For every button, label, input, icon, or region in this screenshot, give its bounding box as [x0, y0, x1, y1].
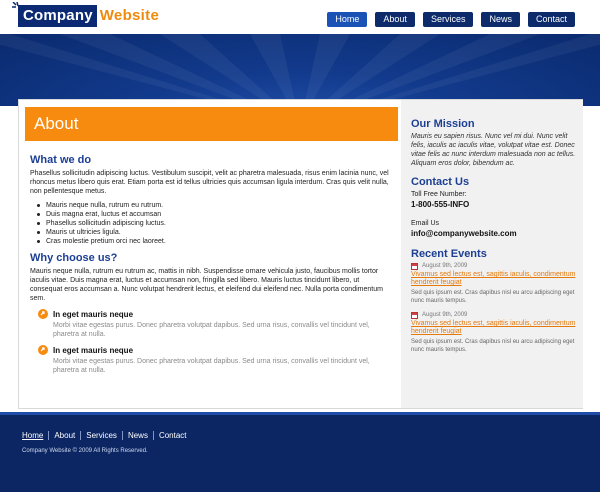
list-item: Cras molestie pretium orci nec laoreet.	[46, 237, 392, 246]
copyright-text: Company Website © 2009 All Rights Reserved.	[22, 448, 148, 454]
event-date: August 9th, 2009	[422, 263, 468, 269]
footer-link-news[interactable]: News	[122, 431, 153, 440]
banner-rays	[0, 34, 600, 106]
feature-item	[38, 345, 392, 375]
logo-mark-icon	[12, 2, 22, 12]
bullet-list	[46, 201, 392, 246]
toll-free-label: Toll Free Number:	[411, 191, 467, 198]
list-item: Mauris ut ultricies ligula.	[46, 228, 392, 237]
nav-home[interactable]: Home	[327, 12, 367, 27]
footer-nav	[22, 431, 192, 440]
why-choose-us-text: Mauris neque nulla, rutrum eu rutrum ac, mattis in nibh. Suspendisse ornare vehicula justo, faucibus mollis tortor iaculis vitae. Duis magna erat, luctus et accumsan non, fringilla sed libero. Mauris luctus tincidunt libero, ut consequat eros accumsan a. Nunc volutpat hendrerit lectus, et eleifend dui eleifend nec. Nulla porta condimentum sem.	[30, 268, 383, 302]
event-item	[411, 311, 581, 354]
footer-divider	[0, 412, 600, 415]
event-date: August 9th, 2009	[422, 312, 468, 318]
top-nav	[327, 12, 575, 27]
event-item	[411, 262, 581, 305]
event-text: Sed quis ipsum est. Cras dapibus nisl eu arcu adipiscing eget nunc mauris tempus.	[411, 290, 575, 304]
nav-contact[interactable]: Contact	[528, 12, 575, 27]
what-we-do-heading: What we do	[30, 154, 92, 166]
footer-link-contact[interactable]: Contact	[153, 431, 192, 440]
email-address[interactable]: info@companywebsite.com	[411, 229, 517, 238]
mission-heading: Our Mission	[411, 118, 475, 130]
event-link[interactable]: Vivamus sed lectus est, sagittis iaculis, condimentum hendrerit feugiat	[411, 320, 576, 335]
why-choose-us-heading: Why choose us?	[30, 252, 118, 264]
main-content	[30, 154, 392, 375]
event-text: Sed quis ipsum est. Cras dapibus nisl eu arcu adipiscing eget nunc mauris tempus.	[411, 339, 575, 353]
feature-title: In eget mauris neque	[53, 345, 134, 355]
feature-item	[38, 309, 392, 339]
feature-head	[38, 345, 392, 355]
list-item: Duis magna erat, luctus et accumsan	[46, 210, 392, 219]
what-we-do-text: Phasellus sollicitudin adipiscing luctus. Vestibulum suscipit, velit ac pharetra malesuada, risus enim lacinia nunc, vel rhoncus metus libero quis erat. Etiam porta est id tellus ultricies quis accumsan ligula interdum. Cras quis velit nulla, non pellentesque metus.	[30, 170, 389, 195]
logo[interactable]	[18, 4, 159, 28]
footer-link-services[interactable]: Services	[80, 431, 122, 440]
nav-services[interactable]: Services	[423, 12, 474, 27]
page-title-bar	[25, 107, 398, 141]
feature-text: Morbi vitae egestas purus. Donec pharetra volutpat dapibus. Sed urna risus, convallis vel tincidunt vel, pharetra at nulla.	[53, 322, 370, 338]
sidebar	[411, 118, 581, 360]
nav-news[interactable]: News	[481, 12, 520, 27]
footer-link-home[interactable]: Home	[22, 431, 44, 440]
email-label: Email Us	[411, 220, 440, 227]
events-heading: Recent Events	[411, 248, 487, 260]
feature-head	[38, 309, 392, 319]
orange-arrow-icon	[38, 309, 48, 319]
logo-website-text: Website	[99, 7, 160, 24]
site-header	[0, 0, 600, 34]
phone-number: 1-800-555-INFO	[411, 200, 470, 209]
hero-banner	[0, 34, 600, 106]
mission-text: Mauris eu sapien risus. Nunc vel mi dui. Nunc velit felis, iaculis ac iaculis vitae, volutpat vitae est. Donec vitae felis ac nunc interdum malesuada non ac tellus. Aliquam eros dolor, bibendum ac.	[411, 133, 576, 167]
logo-company-text: Company	[18, 5, 97, 27]
calendar-icon	[411, 263, 418, 270]
feature-title: In eget mauris neque	[53, 309, 134, 319]
list-item: Phasellus sollicitudin adipiscing luctus.	[46, 219, 392, 228]
page-title: About	[34, 114, 79, 133]
event-date-row	[411, 311, 581, 319]
event-date-row	[411, 262, 581, 270]
orange-arrow-icon	[38, 345, 48, 355]
footer-link-about[interactable]: About	[48, 431, 80, 440]
contact-heading: Contact Us	[411, 176, 470, 188]
event-link[interactable]: Vivamus sed lectus est, sagittis iaculis, condimentum hendrerit feugiat	[411, 271, 576, 286]
list-item: Mauris neque nulla, rutrum eu rutrum.	[46, 201, 392, 210]
calendar-icon	[411, 312, 418, 319]
nav-about[interactable]: About	[375, 12, 415, 27]
feature-text: Morbi vitae egestas purus. Donec pharetra volutpat dapibus. Sed urna risus, convallis vel tincidunt vel, pharetra at nulla.	[53, 358, 370, 374]
